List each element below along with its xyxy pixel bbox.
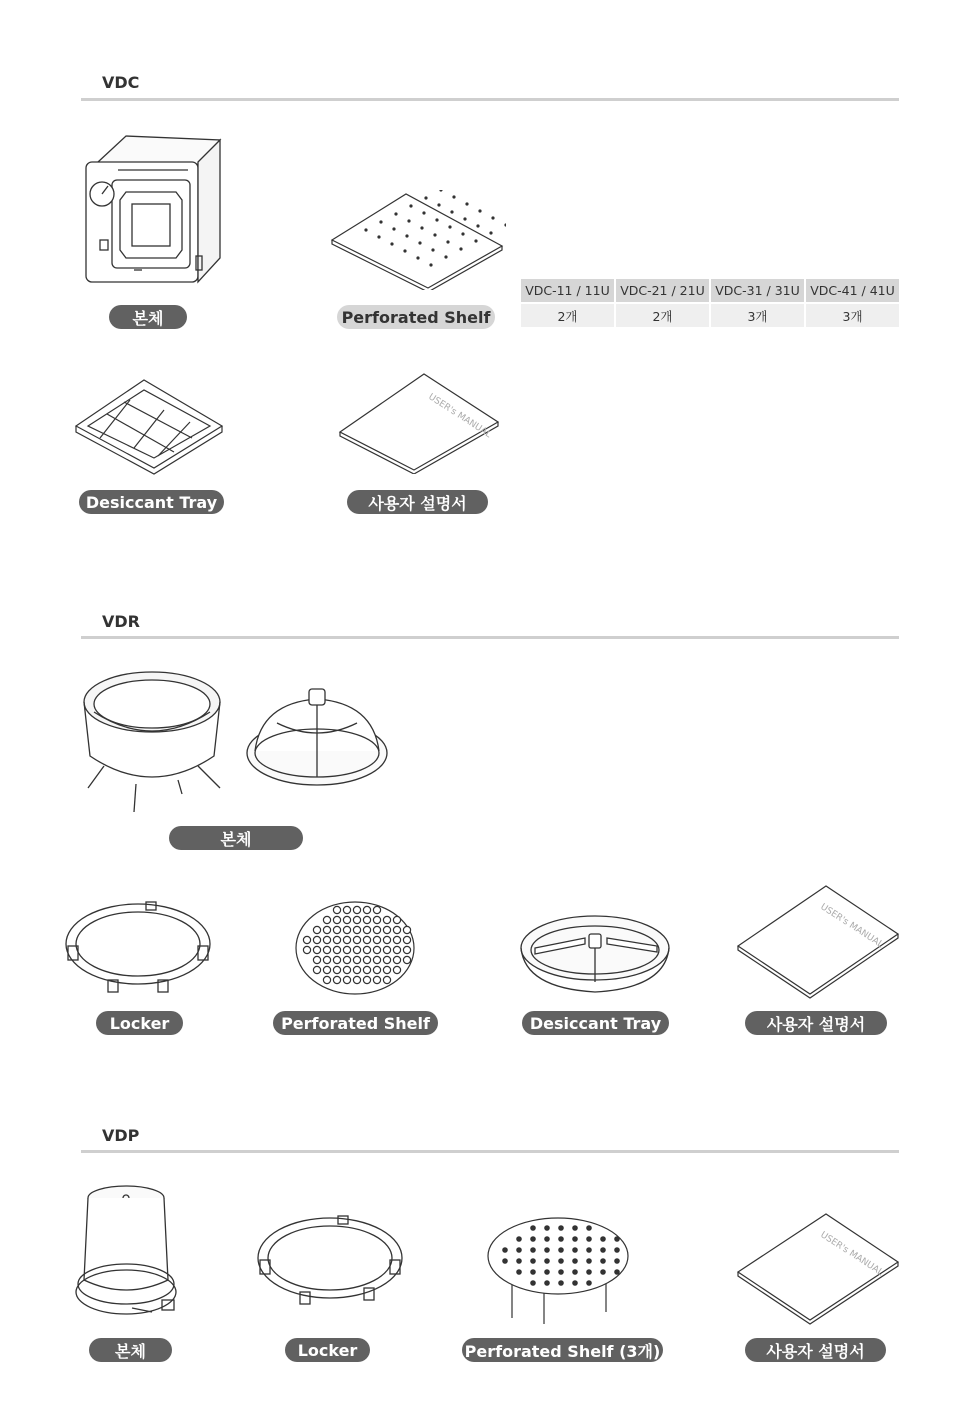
section-title-vdp: VDP <box>102 1126 140 1145</box>
section-title-vdr: VDR <box>102 612 140 631</box>
vdp-perforated-shelf-illustration <box>482 1214 632 1326</box>
vdc-body-illustration <box>78 130 228 290</box>
manual-cover-text: USER's MANUAL <box>818 1230 885 1279</box>
table-header-row <box>521 279 899 303</box>
vdr-chamber-illustration <box>78 666 228 816</box>
table-cell: 2개 <box>615 303 710 327</box>
vdc-perforated-shelf-illustration <box>326 190 506 290</box>
table-cell: 3개 <box>710 303 805 327</box>
vdc-shelf-label: Perforated Shelf <box>337 305 495 329</box>
manual-cover-text: USER's MANUAL <box>426 392 493 441</box>
vdc-desiccant-tray-illustration <box>72 370 227 475</box>
vdc-shelf-quantity-table <box>521 279 899 327</box>
table-header-cell: VDC-11 / 11U <box>521 279 615 303</box>
vdr-manual-illustration <box>734 880 902 1000</box>
vdr-perforated-shelf-illustration <box>290 898 420 1000</box>
vdc-manual-label: 사용자 설명서 <box>347 490 488 514</box>
vdc-tray-label: Desiccant Tray <box>79 490 224 514</box>
manual-cover-text: USER's MANUAL <box>818 902 885 951</box>
vdr-locker-illustration <box>62 898 217 998</box>
vdr-shelf-label: Perforated Shelf <box>273 1011 438 1035</box>
vdp-body-label: 본체 <box>89 1338 172 1362</box>
vdr-locker-label: Locker <box>96 1011 183 1035</box>
vdp-shelf-label: Perforated Shelf (3개) <box>462 1338 663 1362</box>
section-title-vdc: VDC <box>102 73 140 92</box>
table-header-cell: VDC-21 / 21U <box>615 279 710 303</box>
vdr-desiccant-tray-illustration <box>515 908 675 1000</box>
table-cell: 3개 <box>805 303 899 327</box>
section-divider <box>81 1150 899 1153</box>
vdc-body-label: 본체 <box>109 305 187 329</box>
section-divider <box>81 98 899 101</box>
table-header-cell: VDC-41 / 41U <box>805 279 899 303</box>
vdp-body-illustration <box>70 1180 190 1325</box>
vdp-locker-label: Locker <box>285 1338 370 1362</box>
vdr-manual-label: 사용자 설명서 <box>745 1011 887 1035</box>
table-header-cell: VDC-31 / 31U <box>710 279 805 303</box>
section-divider <box>81 636 899 639</box>
vdr-lid-illustration <box>243 683 393 793</box>
vdp-manual-label: 사용자 설명서 <box>745 1338 886 1362</box>
vdr-body-label: 본체 <box>169 826 303 850</box>
vdp-manual-illustration <box>734 1210 902 1325</box>
vdr-tray-label: Desiccant Tray <box>522 1011 669 1035</box>
vdp-locker-illustration <box>254 1212 409 1312</box>
vdc-manual-illustration <box>338 364 503 474</box>
table-cell: 2개 <box>521 303 615 327</box>
table-row <box>521 303 899 327</box>
